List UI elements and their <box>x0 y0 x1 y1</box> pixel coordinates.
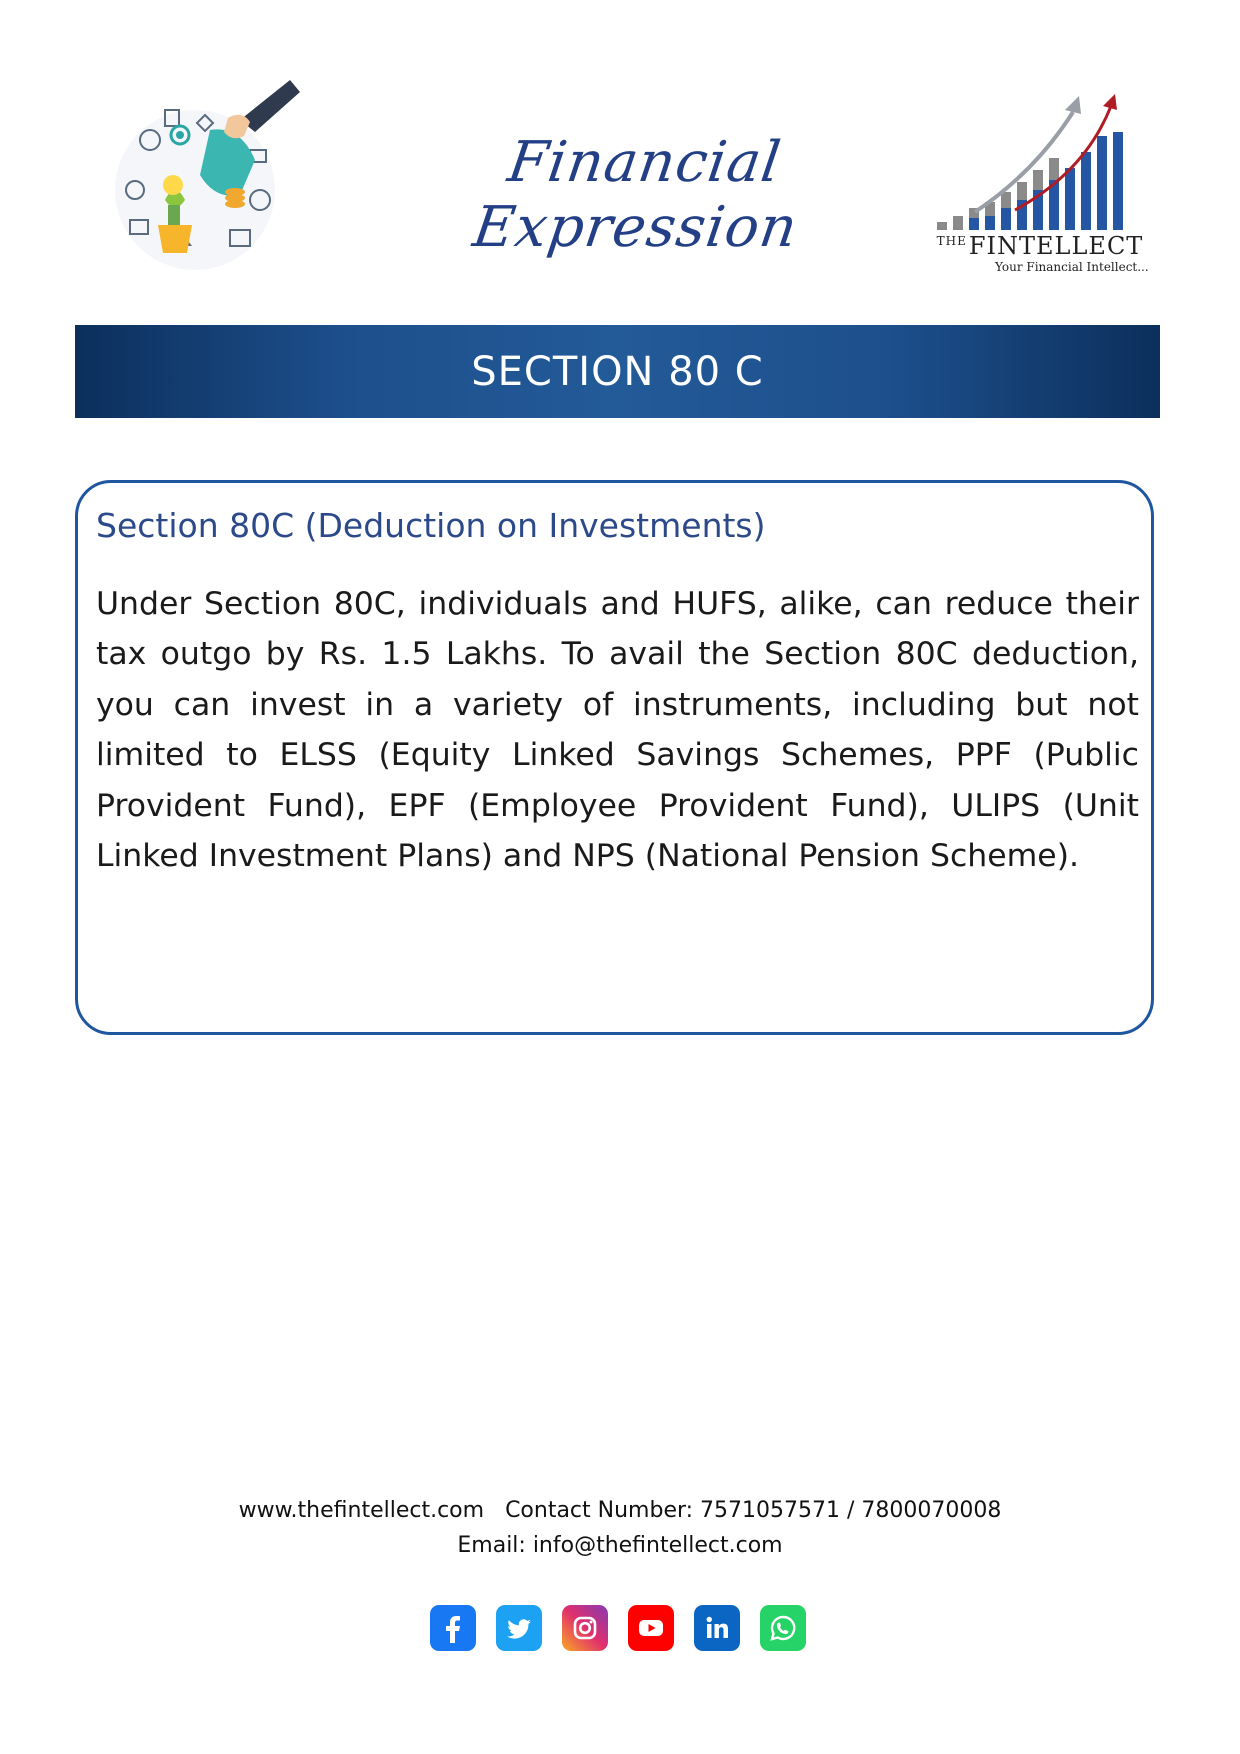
logo-tagline: Your Financial Intellect... <box>995 260 1149 274</box>
card-body: Under Section 80C, individuals and HUFS, alike, can reduce their tax outgo by Rs. 1.5 Lakhs. To avail the Section 80C deduction, you can invest in a variety of instruments, including but not limited to ELSS (Equity Linked Savings Schemes, PPF (Public Provident Fund), EPF (Employee Provident Fund), ULIPS (Unit Linked Investment Plans) and NPS (National Pension Scheme). <box>96 586 1139 875</box>
banner-title: SECTION 80 C <box>471 348 764 395</box>
fintellect-logo <box>935 92 1149 278</box>
growth-chart-icon <box>935 92 1145 232</box>
twitter-icon[interactable] <box>496 1605 542 1651</box>
section-banner <box>75 325 1160 418</box>
card-title: Section 80C (Deduction on Investments) <box>96 506 766 545</box>
logo-wordmark <box>935 232 1145 260</box>
website-link[interactable]: www.thefintellect.com <box>238 1498 485 1523</box>
youtube-icon[interactable] <box>628 1605 674 1651</box>
logo-name: FINTELLECT <box>968 232 1144 260</box>
logo-the: THE <box>936 234 967 248</box>
contact-number: Contact Number: 7571057571 / 7800070008 <box>505 1498 1002 1523</box>
header <box>0 0 1240 300</box>
linkedin-icon[interactable] <box>694 1605 740 1651</box>
finance-illustration <box>110 80 300 280</box>
social-links <box>430 1605 810 1653</box>
instagram-icon[interactable] <box>562 1605 608 1651</box>
whatsapp-icon[interactable] <box>760 1605 806 1651</box>
footer-contact-line <box>0 1498 1240 1523</box>
footer-email[interactable]: Email: info@thefintellect.com <box>457 1533 783 1558</box>
facebook-icon[interactable] <box>430 1605 476 1651</box>
content-card <box>75 480 1154 1035</box>
brand-title: Financial Expression <box>469 130 802 260</box>
